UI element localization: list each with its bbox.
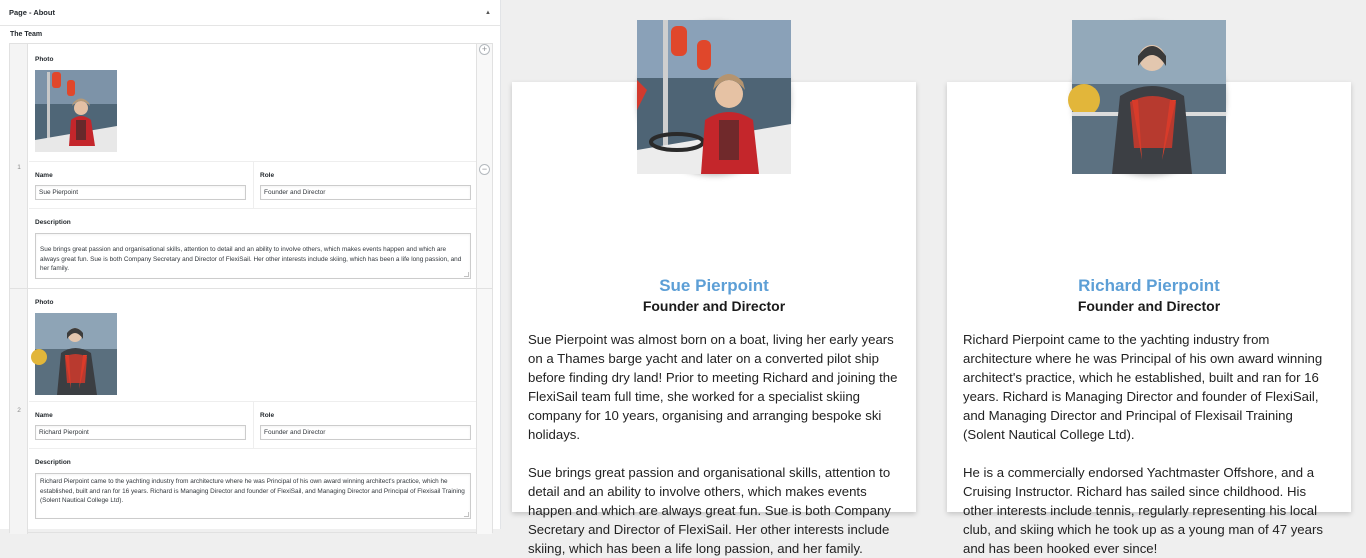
avatar xyxy=(1072,20,1226,174)
photo-label: Photo xyxy=(35,299,54,306)
admin-panel xyxy=(0,0,501,529)
richard-photo-image xyxy=(35,313,117,395)
role-input[interactable]: Founder and Director xyxy=(260,185,471,200)
minus-icon[interactable]: − xyxy=(479,164,490,175)
bio-paragraph: Sue brings great passion and organisational skills, attention to detail and an ability to involve others, which makes events happen and which are always great fun. Sue is both Company Secretary and Director of FlexiSail. Her other interests include skiing, which has been a life long passion, and her family. xyxy=(528,465,891,556)
person-name: Richard Pierpoint xyxy=(1078,276,1220,295)
field-title: The Team xyxy=(10,31,43,38)
team-repeater xyxy=(9,43,493,533)
resize-handle-icon[interactable] xyxy=(464,272,469,277)
sue-photo-image xyxy=(35,70,117,152)
triangle-up-icon[interactable]: ▲ xyxy=(485,9,491,16)
bio-paragraph: Richard Pierpoint came to the yachting industry from architecture where he was Principal of his own award winning architect's practice, which he established, built and ran for 16 years. Richard is Managing Director and founder of FlexiSail, and Managing Director and Principal of Flexisail Training (Solent Nautical College Ltd). xyxy=(963,332,1323,442)
panel-title: Page - About xyxy=(9,8,55,17)
person-role: Founder and Director xyxy=(642,298,786,314)
sue-avatar-image xyxy=(637,20,791,174)
description-field xyxy=(29,449,476,534)
row-actions xyxy=(476,44,492,288)
person-role: Founder and Director xyxy=(1077,298,1221,314)
name-label: Name xyxy=(35,412,53,419)
description-label: Description xyxy=(35,459,71,466)
photo-label: Photo xyxy=(35,56,54,63)
row-fields xyxy=(29,289,476,534)
description-textarea[interactable] xyxy=(35,473,471,519)
description-text: Sue brings great passion and organisational skills, attention to detail and an ability to involve others, which makes events happen and which are always great fun. Sue is both Company Secretary and Director of FlexiSail. Her other interests include skiing, which has been a life long passion, and her family. xyxy=(40,246,462,273)
name-input[interactable]: Sue Pierpoint xyxy=(35,185,246,200)
repeater-row xyxy=(10,289,492,534)
name-label: Name xyxy=(35,172,53,179)
photo-thumbnail[interactable] xyxy=(35,70,117,152)
avatar xyxy=(637,20,791,174)
name-input[interactable]: Richard Pierpoint xyxy=(35,425,246,440)
row-fields xyxy=(29,44,476,288)
bio-paragraph: Sue Pierpoint was almost born on a boat, living her early years on a Thames barge yacht and later on a converted pilot ship before finding dry land! Prior to meeting Richard and joining the FlexiSail team full time, she worked for a specialist skiing company for 10 years, organising and arranging bespoke ski holidays. xyxy=(528,332,898,442)
repeater-row xyxy=(10,44,492,289)
name-role-fields xyxy=(29,402,476,449)
richard-avatar-image xyxy=(1072,20,1226,174)
bio-paragraph: He is a commercially endorsed Yachtmaster Offshore, and a Cruising Instructor. Richard has sailed since childhood. His other interests include tennis, regularly representing his local club, and skiing which he took up as a young man of 47 years and has been hooked ever since! xyxy=(963,465,1323,556)
description-text: Richard Pierpoint came to the yachting industry from architecture where he was Principal of his own award winning architect's practice, which he established, built and ran for 16 years. Richard is Managing Director and founder of FlexiSail, and Managing Director and Principal of Flexisail Training (Solent Nautical College Ltd). xyxy=(40,478,465,505)
row-number: 1 xyxy=(17,164,21,171)
name-role-fields xyxy=(29,162,476,209)
field-divider xyxy=(253,402,254,448)
description-field xyxy=(29,209,476,289)
plus-icon[interactable]: + xyxy=(479,44,490,55)
role-input[interactable]: Founder and Director xyxy=(260,425,471,440)
field-divider xyxy=(253,162,254,208)
photo-field xyxy=(29,289,476,402)
photo-field xyxy=(29,44,476,162)
row-number: 2 xyxy=(17,407,21,414)
role-label: Role xyxy=(260,172,275,179)
panel-header[interactable] xyxy=(0,0,500,26)
row-actions xyxy=(476,289,492,534)
resize-handle-icon[interactable] xyxy=(464,512,469,517)
role-label: Role xyxy=(260,412,275,419)
description-label: Description xyxy=(35,219,71,226)
photo-thumbnail[interactable] xyxy=(35,313,117,395)
description-textarea[interactable] xyxy=(35,233,471,279)
person-name: Sue Pierpoint xyxy=(659,276,769,295)
